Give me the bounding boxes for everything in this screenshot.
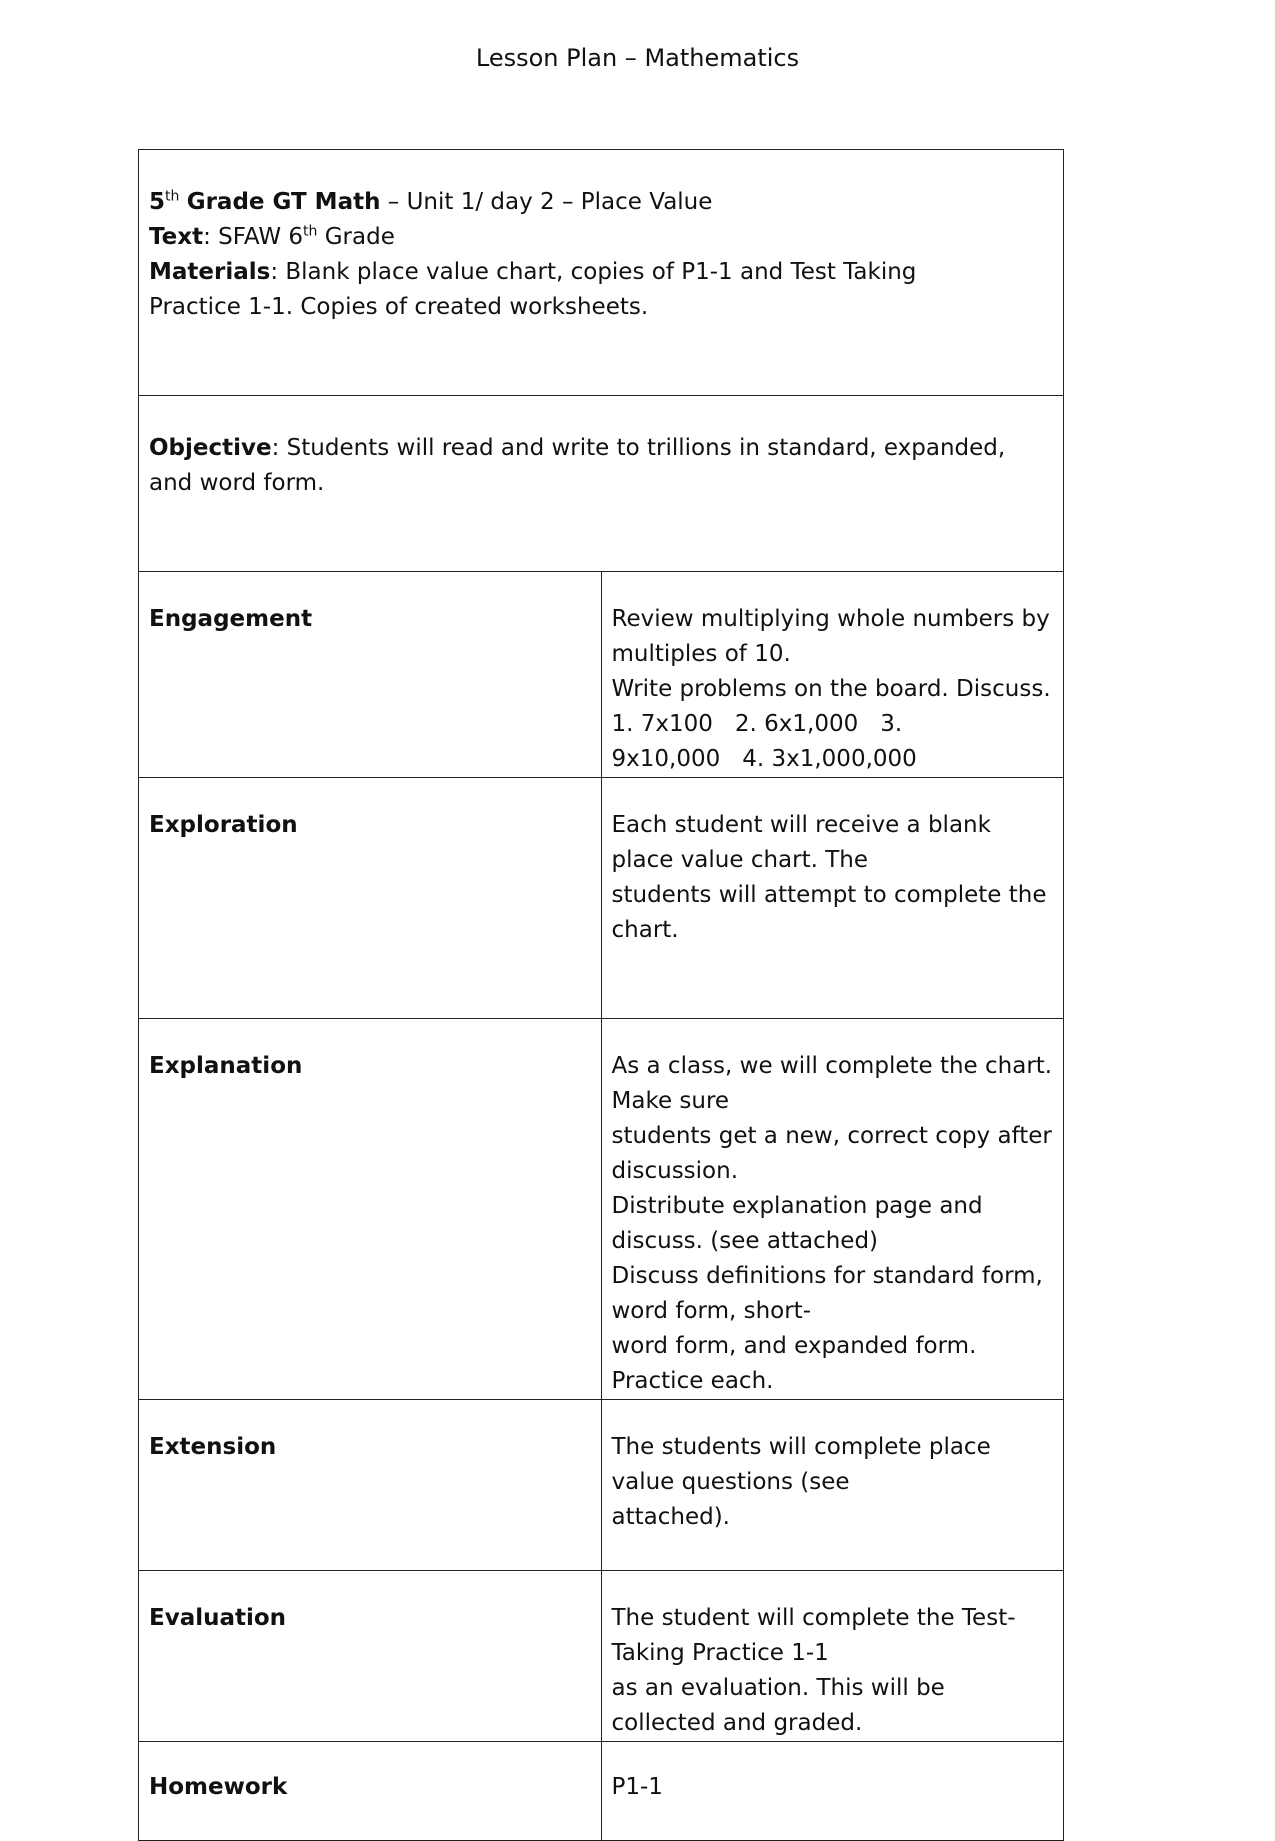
explanation-content — [601, 1019, 1064, 1400]
header-row — [139, 150, 1064, 396]
explanation-line-2: students get a new, correct copy after discussion. — [611, 1123, 1052, 1184]
exploration-line-1: Each student will receive a blank place value chart. The — [611, 812, 991, 873]
objective-text: : Students will read and write to trillions in standard, expanded, — [271, 435, 1006, 461]
objective-line-2: and word form. — [149, 470, 325, 496]
homework-row — [139, 1742, 1064, 1841]
engagement-label: Engagement — [139, 572, 602, 778]
objective-cell — [139, 396, 1064, 572]
evaluation-label: Evaluation — [139, 1571, 602, 1742]
problem-3: 3. 9x10,000 — [611, 711, 903, 772]
problem-2: 2. 6x1,000 — [734, 711, 859, 737]
text-value-suffix: th — [303, 223, 318, 240]
explanation-line-1: As a class, we will complete the chart. Make sure — [611, 1053, 1053, 1114]
evaluation-row — [139, 1571, 1064, 1742]
text-value-end: Grade — [317, 224, 395, 250]
page-title: Lesson Plan – Mathematics — [475, 44, 800, 72]
explanation-line-5: word form, and expanded form. Practice each. — [611, 1333, 977, 1394]
extension-content — [601, 1400, 1064, 1571]
course-name: Grade GT Math — [186, 189, 381, 215]
extension-label: Extension — [139, 1400, 602, 1571]
engagement-line-2: Write problems on the board. Discuss. — [611, 676, 1051, 702]
objective-label: Objective — [149, 435, 272, 461]
exploration-label: Exploration — [139, 778, 602, 1019]
course-unit: – Unit 1/ day 2 – Place Value — [380, 189, 713, 215]
materials-line-2: Practice 1-1. Copies of created worksheets. — [149, 294, 649, 320]
text-value: : SFAW 6 — [203, 224, 304, 250]
course-grade-suffix: th — [165, 188, 180, 205]
text-line — [149, 220, 1053, 255]
extension-row — [139, 1400, 1064, 1571]
evaluation-line-2: as an evaluation. This will be collected and graded. — [611, 1675, 945, 1736]
extension-line-2: attached). — [611, 1504, 730, 1530]
homework-label: Homework — [139, 1742, 602, 1841]
course-grade-number: 5 — [149, 189, 166, 215]
exploration-content — [601, 778, 1064, 1019]
evaluation-content — [601, 1571, 1064, 1742]
materials-value: : Blank place value chart, copies of P1-1 and Test Taking — [270, 259, 917, 285]
explanation-line-3: Distribute explanation page and discuss. (see attached) — [611, 1193, 983, 1254]
engagement-problems — [612, 707, 1054, 777]
problem-1: 1. 7x100 — [611, 711, 713, 737]
homework-value: P1-1 — [601, 1742, 1064, 1841]
objective-row — [139, 396, 1064, 572]
exploration-line-2: students will attempt to complete the chart. — [611, 882, 1047, 943]
explanation-label: Explanation — [139, 1019, 602, 1400]
engagement-content — [601, 572, 1064, 778]
engagement-row — [139, 572, 1064, 778]
evaluation-line-1: The student will complete the Test-Taking Practice 1-1 — [611, 1605, 1016, 1666]
extension-line-1: The students will complete place value questions (see — [611, 1434, 991, 1495]
materials-label: Materials — [149, 259, 271, 285]
engagement-line-1: Review multiplying whole numbers by multiples of 10. — [611, 606, 1050, 667]
explanation-row — [139, 1019, 1064, 1400]
explanation-line-4: Discuss definitions for standard form, word form, short- — [611, 1263, 1043, 1324]
text-label: Text — [149, 224, 204, 250]
materials-line — [149, 255, 1053, 290]
lesson-plan-table — [138, 149, 1064, 1841]
exploration-row — [139, 778, 1064, 1019]
objective-line — [149, 431, 1053, 466]
header-cell — [139, 150, 1064, 396]
course-line — [149, 185, 1053, 220]
problem-4: 4. 3x1,000,000 — [742, 746, 917, 772]
